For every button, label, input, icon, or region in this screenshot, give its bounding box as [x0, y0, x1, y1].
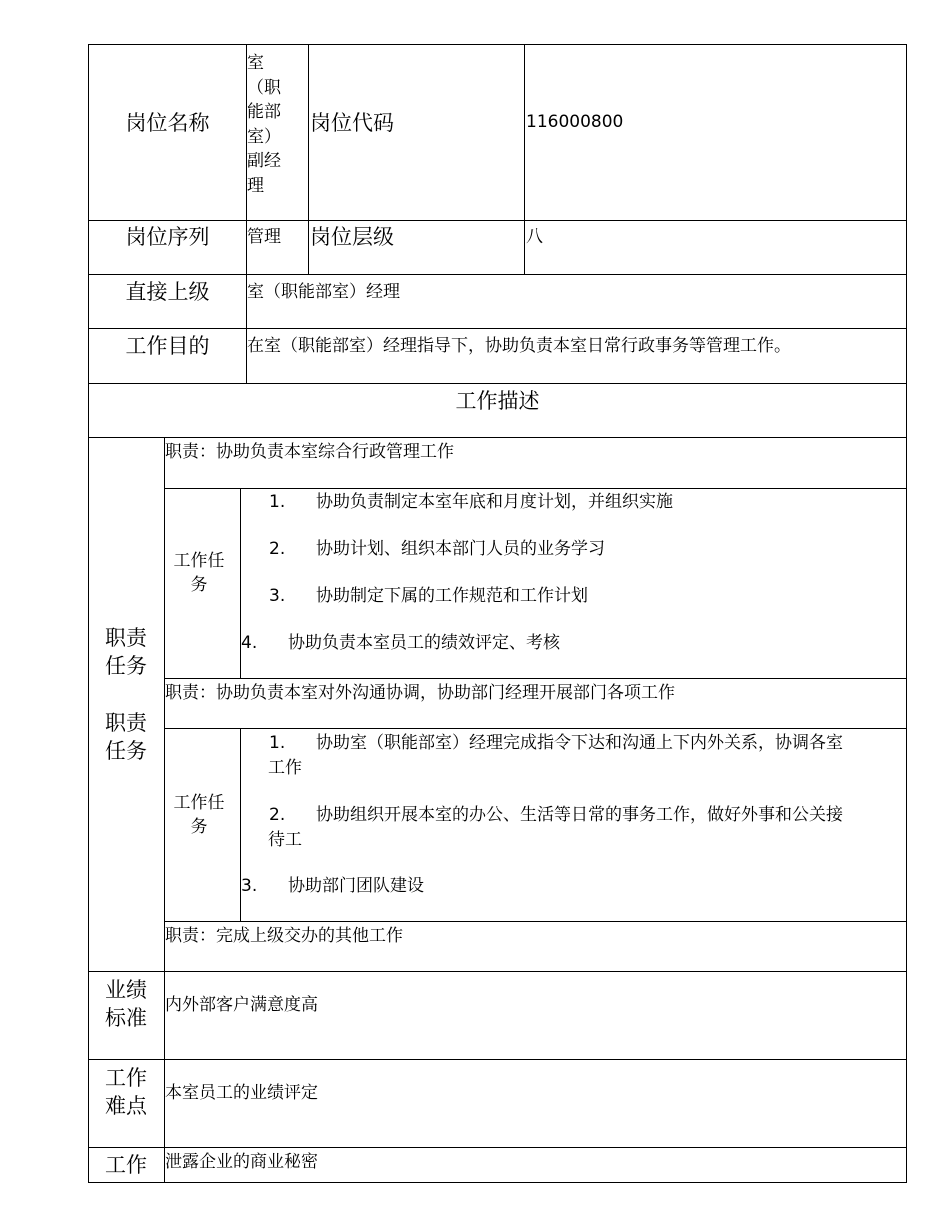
- superior-value: 室（职能部室）经理: [247, 282, 400, 302]
- task-text: 协助计划、组织本部门人员的业务学习: [316, 539, 605, 559]
- task-text: 协助室（职能部室）经理完成指令下达和沟通上下内外关系，协调各室: [316, 733, 843, 753]
- risk-label: 工作: [105, 1153, 147, 1177]
- row-divider: [164, 921, 907, 922]
- post-name-value: 室（职能部室）副经理: [247, 53, 281, 196]
- task-text: 协助组织开展本室的办公、生活等日常的事务工作，做好外事和公关接: [316, 805, 843, 825]
- duties-section-label: 职责任务: [105, 711, 147, 763]
- duty-heading: 职责：协助负责本室对外沟通协调，协助部门经理开展部门各项工作: [165, 683, 675, 703]
- difficulty-value: 本室员工的业绩评定: [165, 1083, 318, 1103]
- row-divider: [88, 274, 907, 275]
- task-number: 4.: [241, 633, 258, 653]
- post-series-label: 岗位序列: [125, 225, 210, 249]
- task-text-continued: 待工: [268, 830, 302, 850]
- task-text: 协助负责制定本室年底和月度计划，并组织实施: [316, 492, 673, 512]
- row-divider: [164, 488, 907, 489]
- performance-label: 业绩标准: [105, 978, 147, 1030]
- row-divider: [88, 220, 907, 221]
- task-number: 1.: [269, 733, 286, 753]
- purpose-value: 在室（职能部室）经理指导下，协助负责本室日常行政事务等管理工作。: [247, 336, 791, 356]
- row-divider: [164, 728, 907, 729]
- post-level-value: 八: [526, 227, 543, 247]
- risk-value: 泄露企业的商业秘密: [165, 1152, 318, 1172]
- task-text-continued: 工作: [268, 758, 302, 778]
- post-name-label: 岗位名称: [125, 111, 210, 135]
- task-number: 3.: [241, 876, 258, 896]
- description-title: 工作描述: [455, 389, 540, 413]
- column-divider: [308, 44, 309, 274]
- superior-label: 直接上级: [125, 280, 210, 304]
- performance-value: 内外部客户满意度高: [165, 995, 318, 1015]
- column-divider: [524, 44, 525, 274]
- task-label: 工作任务: [173, 793, 225, 837]
- column-divider: [164, 437, 165, 1183]
- post-level-label: 岗位层级: [310, 225, 394, 249]
- task-number: 2.: [269, 805, 286, 825]
- duties-section-label: 职责任务: [105, 626, 147, 678]
- post-series-value: 管理: [247, 227, 281, 247]
- task-number: 2.: [269, 539, 286, 559]
- post-code-label: 岗位代码: [310, 111, 394, 135]
- task-text: 协助负责本室员工的绩效评定、考核: [288, 633, 560, 653]
- task-text: 协助制定下属的工作规范和工作计划: [316, 586, 588, 606]
- row-divider: [88, 1059, 907, 1060]
- row-divider: [88, 1147, 907, 1148]
- row-divider: [88, 383, 907, 384]
- duty-heading: 职责：协助负责本室综合行政管理工作: [165, 442, 454, 462]
- post-code-value: 116000800: [526, 112, 624, 132]
- task-number: 1.: [269, 492, 286, 512]
- duty-heading: 职责：完成上级交办的其他工作: [165, 926, 403, 946]
- row-divider: [88, 971, 907, 972]
- row-divider: [164, 678, 907, 679]
- task-label: 工作任务: [173, 551, 225, 595]
- row-divider: [88, 328, 907, 329]
- difficulty-label: 工作难点: [105, 1066, 147, 1118]
- purpose-label: 工作目的: [125, 334, 210, 358]
- row-divider: [88, 437, 907, 438]
- task-text: 协助部门团队建设: [288, 876, 424, 896]
- task-number: 3.: [269, 586, 286, 606]
